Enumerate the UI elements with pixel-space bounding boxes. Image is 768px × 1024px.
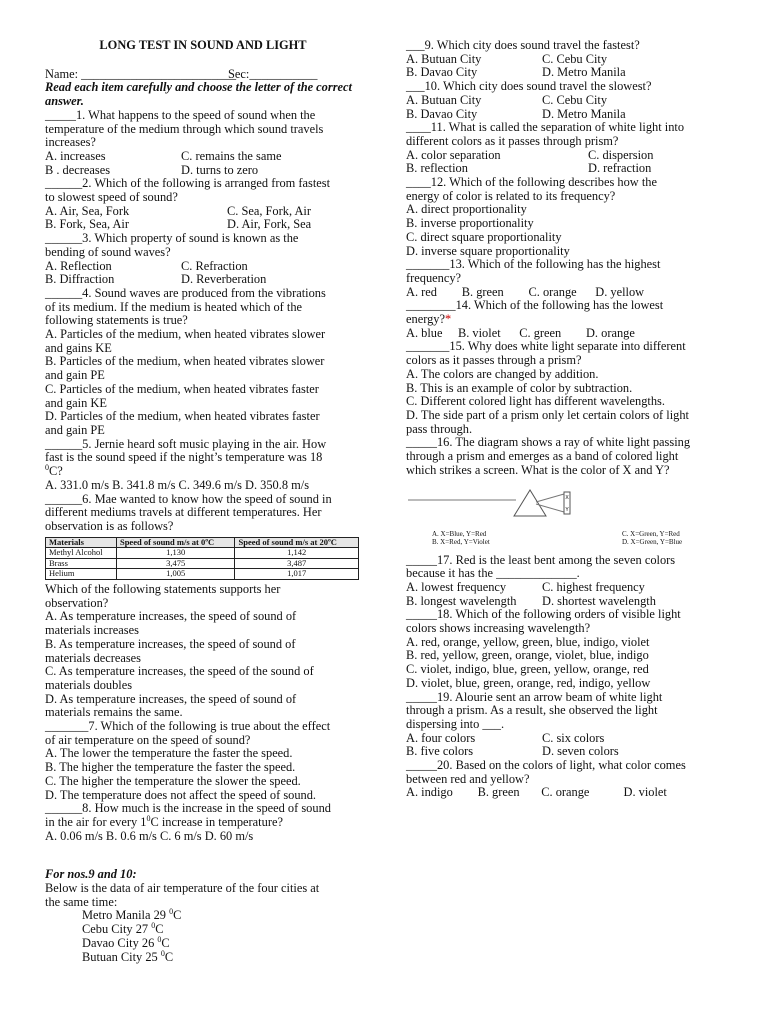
- cities-heading: For nos.9 and 10:: [45, 867, 137, 882]
- q4-option-b-line2: and gain PE: [45, 368, 105, 383]
- question-3-text-2: bending of sound waves?: [45, 244, 171, 259]
- question-1: [45, 109, 361, 178]
- question-6-stem-2: observation?: [45, 595, 109, 610]
- question-17: [406, 554, 724, 609]
- q6-option-d-line1: D. As temperature increases, the speed of sound of: [45, 691, 297, 706]
- q6-option-a[interactable]: [45, 610, 361, 637]
- asterisk-mark: *: [445, 312, 452, 327]
- question-16-text-3: which strikes a screen. What is the color of X and Y?: [406, 462, 670, 477]
- prism-diagram: [406, 480, 724, 528]
- question-1-text: _____1. What happens to the speed of sound when the: [45, 107, 316, 122]
- list-item: [45, 934, 361, 951]
- q4-option-c[interactable]: [45, 383, 361, 410]
- question-15-text-2: colors as it passes through a prism?: [406, 353, 582, 368]
- q6-option-d-line2: materials remains the same.: [45, 705, 183, 720]
- q6-option-b-line2: materials decreases: [45, 650, 141, 665]
- q17-option-d[interactable]: D. shortest wavelength: [542, 593, 656, 608]
- q11-option-d[interactable]: D. refraction: [588, 161, 652, 176]
- q5-unit: C?: [49, 464, 63, 479]
- degree-mark: 0: [157, 934, 162, 944]
- table-cell: 1,130: [116, 548, 235, 559]
- q6-option-d[interactable]: [45, 693, 361, 720]
- prism-shape: [514, 490, 546, 516]
- question-7-text-2: of air temperature on the speed of sound?: [45, 732, 251, 747]
- question-6-text: ______6. Mae wanted to know how the speed of sound in: [45, 491, 332, 506]
- q11-option-c[interactable]: C. dispersion: [588, 147, 654, 162]
- q16-option-d[interactable]: D. X=Green, Y=Blue: [622, 537, 683, 546]
- q19-option-d[interactable]: D. seven colors: [542, 744, 619, 759]
- q8-text-part: in the air for every 1: [45, 814, 147, 829]
- q8-options[interactable]: A. 0.06 m/s B. 0.6 m/s C. 6 m/s D. 60 m/s: [45, 828, 254, 843]
- question-13-text: _______13. Which of the following has the highest: [406, 257, 661, 272]
- question-9: [406, 39, 724, 80]
- q7-option-b[interactable]: B. The higher the temperature the faster the speed.: [45, 760, 296, 775]
- q18-option-d[interactable]: D. violet, blue, green, orange, red, indigo, yellow: [406, 675, 651, 690]
- table-cell: 1,142: [235, 548, 359, 559]
- q12-option-c[interactable]: C. direct square proportionality: [406, 229, 562, 244]
- question-14-text: ________14. Which of the following has the lowest: [406, 298, 664, 313]
- question-5-text-3: [45, 462, 361, 479]
- screen-label-y: Y: [565, 506, 569, 513]
- q15-option-d[interactable]: [406, 409, 724, 436]
- question-12-text-2: energy of color is related to its frequency?: [406, 188, 616, 203]
- q19-option-c[interactable]: C. six colors: [542, 730, 605, 745]
- name-section-row: [45, 68, 361, 82]
- table-header: Materials: [46, 537, 117, 548]
- question-1-text-3: increases?: [45, 135, 96, 150]
- q7-option-a[interactable]: A. The lower the temperature the faster the speed.: [45, 746, 293, 761]
- question-14-text-2: [406, 313, 724, 327]
- question-1-text-2: temperature of the medium through which sound travels: [45, 121, 324, 136]
- q1-option-b[interactable]: B . decreases: [45, 162, 111, 177]
- table-cell: 3,487: [235, 558, 359, 569]
- cities-data-block: [45, 868, 361, 964]
- q6-option-a-line1: A. As temperature increases, the speed of sound of: [45, 609, 297, 624]
- prism-diagram-svg: [406, 480, 724, 528]
- degree-mark: 0: [169, 907, 174, 917]
- q20-options[interactable]: A. indigo B. green C. orange D. violet: [406, 785, 667, 800]
- q4-option-b-line1: B. Particles of the medium, when heated vibrates slower: [45, 354, 325, 369]
- q16-option-b[interactable]: B. X=Red, Y=Violet: [432, 537, 490, 546]
- degree-mark: 0: [160, 948, 165, 958]
- question-6-text-2: different mediums travels at different temperatures. Her: [45, 505, 322, 520]
- city-temp: Metro Manila 29: [82, 908, 170, 923]
- test-title: LONG TEST IN SOUND AND LIGHT: [99, 38, 307, 52]
- question-19-text-3: dispersing into ___.: [406, 716, 505, 731]
- q4-option-d-line2: and gain PE: [45, 422, 105, 437]
- q18-option-c[interactable]: C. violet, indigo, blue, green, yellow, orange, red: [406, 662, 649, 677]
- q16-options-row-1: [406, 530, 724, 538]
- q18-option-b[interactable]: B. red, yellow, green, orange, violet, blue, indigo: [406, 648, 649, 663]
- question-6: [45, 493, 361, 721]
- city-temp: Butuan City 25: [82, 949, 161, 964]
- degree-mark: 0: [146, 813, 151, 823]
- q9-option-b[interactable]: B. Davao City: [406, 65, 478, 80]
- q4-option-c-line1: C. Particles of the medium, when heated vibrates faster: [45, 381, 319, 396]
- unit: C: [155, 922, 164, 937]
- q6-option-c[interactable]: [45, 665, 361, 692]
- question-4-text-3: following statements is true?: [45, 313, 188, 328]
- q6-option-c-line2: materials doubles: [45, 677, 133, 692]
- unit: C: [164, 949, 174, 964]
- question-17-text-2: because it has the _____________.: [406, 566, 580, 581]
- question-7: [45, 720, 361, 802]
- question-10: [406, 80, 724, 121]
- q9-option-c[interactable]: C. Cebu City: [542, 51, 608, 66]
- degree-mark: 0: [151, 921, 156, 931]
- left-column: [45, 0, 361, 964]
- q4-option-d-line1: D. Particles of the medium, when heated vibrates faster: [45, 409, 320, 424]
- q19-option-a[interactable]: A. four colors: [406, 730, 476, 745]
- question-12-text: ____12. Which of the following describes how the: [406, 175, 657, 190]
- q10-option-c[interactable]: C. Cebu City: [542, 92, 608, 107]
- question-20: [406, 759, 724, 800]
- q15-option-b[interactable]: B. This is an example of color by subtraction.: [406, 380, 633, 395]
- question-20-text-2: between red and yellow?: [406, 771, 530, 786]
- question-4-text: ______4. Sound waves are produced from the vibrations: [45, 285, 326, 300]
- q15-option-c[interactable]: C. Different colored light has different wavelengths.: [406, 394, 665, 409]
- q10-option-b[interactable]: B. Davao City: [406, 106, 478, 121]
- question-6-text-3: observation is as follows?: [45, 518, 174, 533]
- q15-option-a[interactable]: A. The colors are changed by addition.: [406, 366, 599, 381]
- q9-option-d[interactable]: D. Metro Manila: [542, 65, 626, 80]
- question-2-text-2: to slowest speed of sound?: [45, 190, 178, 205]
- q15-option-d-line1: D. The side part of a prism only let certain colors of light: [406, 407, 689, 422]
- q12-option-d[interactable]: D. inverse square proportionality: [406, 243, 570, 258]
- cities-intro: Below is the data of air temperature of the four cities at: [45, 881, 320, 896]
- q11-option-b[interactable]: B. reflection: [406, 161, 468, 176]
- question-4: [45, 287, 361, 438]
- question-3-text: ______3. Which property of sound is known as the: [45, 231, 299, 246]
- q16-option-c[interactable]: C. X=Green, Y=Red: [622, 529, 680, 538]
- q2-option-b[interactable]: B. Fork, Sea, Air: [45, 217, 129, 232]
- q19-option-b[interactable]: B. five colors: [406, 744, 474, 759]
- q14-options[interactable]: A. blue B. violet C. green D. orange: [406, 325, 635, 340]
- q6-option-c-line1: C. As temperature increases, the speed of the sound of: [45, 664, 314, 679]
- q5-options[interactable]: A. 331.0 m/s B. 341.8 m/s C. 349.6 m/s D. 350.8 m/s: [45, 477, 310, 492]
- question-6-stem: Which of the following statements supports her: [45, 581, 281, 596]
- q6-option-a-line2: materials increases: [45, 623, 139, 638]
- q1-option-a[interactable]: A. increases: [45, 148, 106, 163]
- question-2: [45, 177, 361, 232]
- q8-text-part: C increase in temperature?: [150, 814, 283, 829]
- question-5-text-2: fast is the sound speed if the night’s temperature was 18: [45, 450, 323, 465]
- dispersed-ray-bottom: [536, 504, 564, 512]
- question-19-text: _____19. Alourie sent an arrow beam of white light: [406, 689, 663, 704]
- q7-option-d[interactable]: D. The temperature does not affect the speed of sound.: [45, 787, 317, 802]
- dispersed-ray-top: [536, 494, 564, 502]
- list-item: [45, 923, 361, 937]
- q14-text-part: energy?: [406, 312, 445, 327]
- q3-option-d[interactable]: D. Reverberation: [181, 272, 267, 287]
- table-cell: Methyl Alcohol: [46, 548, 117, 559]
- q13-options[interactable]: A. red B. green C. orange D. yellow: [406, 284, 645, 299]
- question-16-text: _____16. The diagram shows a ray of white light passing: [406, 435, 691, 450]
- table-cell: 1,017: [235, 569, 359, 580]
- degree-mark: 0: [45, 462, 49, 472]
- unit: C: [161, 935, 170, 950]
- name-field-label[interactable]: Name: _________________________: [45, 66, 237, 81]
- q10-option-d[interactable]: D. Metro Manila: [542, 106, 626, 121]
- question-19: [406, 691, 724, 760]
- question-13: [406, 258, 724, 299]
- table-header: Speed of sound m/s at 20ºC: [235, 537, 359, 548]
- city-temp: Davao City 26: [82, 935, 158, 950]
- question-17-text: _____17. Red is the least bent among the seven colors: [406, 552, 676, 567]
- question-12: [406, 176, 724, 258]
- question-15-text: _______15. Why does white light separate into different: [406, 339, 686, 354]
- table-row: [46, 548, 359, 559]
- q4-option-c-line2: and gain KE: [45, 395, 107, 410]
- question-9-text: ___9. Which city does sound travel the fastest?: [406, 38, 640, 52]
- question-16: [406, 436, 724, 545]
- q4-option-d[interactable]: [45, 410, 361, 437]
- table-row: [46, 569, 359, 580]
- q2-option-a[interactable]: A. Air, Sea, Fork: [45, 203, 130, 218]
- q1-option-c[interactable]: C. remains the same: [181, 148, 282, 163]
- question-15: [406, 340, 724, 436]
- question-11-text: ____11. What is called the separation of white light into: [406, 120, 685, 135]
- q9-option-a[interactable]: A. Butuan City: [406, 51, 482, 66]
- question-20-text: _____20. Based on the colors of light, what color comes: [406, 758, 686, 773]
- right-column: [406, 39, 724, 800]
- question-18-text-2: colors shows increasing wavelength?: [406, 621, 591, 636]
- table-cell: 1,005: [116, 569, 235, 580]
- section-field-label[interactable]: Sec:___________: [228, 66, 318, 81]
- q6-option-b[interactable]: [45, 638, 361, 665]
- q2-option-d[interactable]: D. Air, Fork, Sea: [227, 217, 312, 232]
- question-11: [406, 121, 724, 176]
- q18-option-a[interactable]: A. red, orange, yellow, green, blue, indigo, violet: [406, 634, 650, 649]
- q7-option-c[interactable]: C. The higher the temperature the slower the speed.: [45, 773, 301, 788]
- table-header-row: [46, 537, 359, 548]
- question-7-text: _______7. Which of the following is true about the effect: [45, 719, 331, 734]
- list-item: [45, 948, 361, 965]
- question-13-text-2: frequency?: [406, 270, 462, 285]
- q4-option-a-line1: A. Particles of the medium, when heated vibrates slower: [45, 327, 326, 342]
- unit: C: [173, 908, 182, 923]
- q2-option-c[interactable]: C. Sea, Fork, Air: [227, 203, 311, 218]
- q4-option-a[interactable]: [45, 328, 361, 355]
- screen-label-x: X: [565, 494, 569, 501]
- q15-option-d-line2: pass through.: [406, 421, 473, 436]
- question-19-text-2: through a prism. As a result, she observed the light: [406, 703, 658, 718]
- question-11-text-2: different colors as it passes through prism?: [406, 133, 619, 148]
- question-8: [45, 802, 361, 843]
- q3-option-a[interactable]: A. Reflection: [45, 258, 112, 273]
- q4-option-a-line2: and gains KE: [45, 340, 112, 355]
- q4-option-b[interactable]: [45, 355, 361, 382]
- question-10-text: ___10. Which city does sound travel the slowest?: [406, 79, 652, 94]
- question-16-text-2: through a prism and emerges as a band of colored light: [406, 449, 679, 464]
- q17-option-b[interactable]: B. longest wavelength: [406, 593, 517, 608]
- cities-intro-2: the same time:: [45, 894, 118, 909]
- q17-option-a[interactable]: A. lowest frequency: [406, 579, 507, 594]
- question-5-text: ______5. Jernie heard soft music playing in the air. How: [45, 436, 327, 451]
- table-cell: Helium: [46, 569, 117, 580]
- question-5: [45, 438, 361, 493]
- table-header: Speed of sound m/s at 0ºC: [116, 537, 235, 548]
- q3-option-b[interactable]: B. Diffraction: [45, 272, 115, 287]
- q10-option-a[interactable]: A. Butuan City: [406, 92, 482, 107]
- question-4-text-2: of its medium. If the medium is heated which of the: [45, 299, 303, 314]
- question-18: [406, 608, 724, 690]
- question-14: [406, 299, 724, 340]
- question-18-text: _____18. Which of the following orders of visible light: [406, 607, 681, 622]
- table-cell: Brass: [46, 558, 117, 569]
- table-row: [46, 558, 359, 569]
- q16-options-row-2: [406, 538, 724, 546]
- q16-option-a[interactable]: A. X=Blue, Y=Red: [432, 529, 487, 538]
- question-3: [45, 232, 361, 287]
- instruction: Read each item carefully and choose the letter of the correct answer.: [45, 80, 352, 109]
- q12-option-b[interactable]: B. inverse proportionality: [406, 216, 534, 231]
- question-8-text-2: [45, 813, 361, 830]
- q6-option-b-line1: B. As temperature increases, the speed of sound of: [45, 636, 296, 651]
- question-2-text: ______2. Which of the following is arranged from fastest: [45, 176, 331, 191]
- table-cell: 3,475: [116, 558, 235, 569]
- q1-option-d[interactable]: D. turns to zero: [181, 162, 259, 177]
- q3-option-c[interactable]: C. Refraction: [181, 258, 248, 273]
- speed-of-sound-table: [45, 537, 359, 580]
- city-temperature-list: [45, 909, 361, 964]
- q11-option-a[interactable]: A. color separation: [406, 147, 501, 162]
- q12-option-a[interactable]: A. direct proportionality: [406, 202, 527, 217]
- q17-option-c[interactable]: C. highest frequency: [542, 579, 645, 594]
- city-temp: Cebu City 27: [82, 922, 152, 937]
- question-8-text: ______8. How much is the increase in the speed of sound: [45, 801, 331, 816]
